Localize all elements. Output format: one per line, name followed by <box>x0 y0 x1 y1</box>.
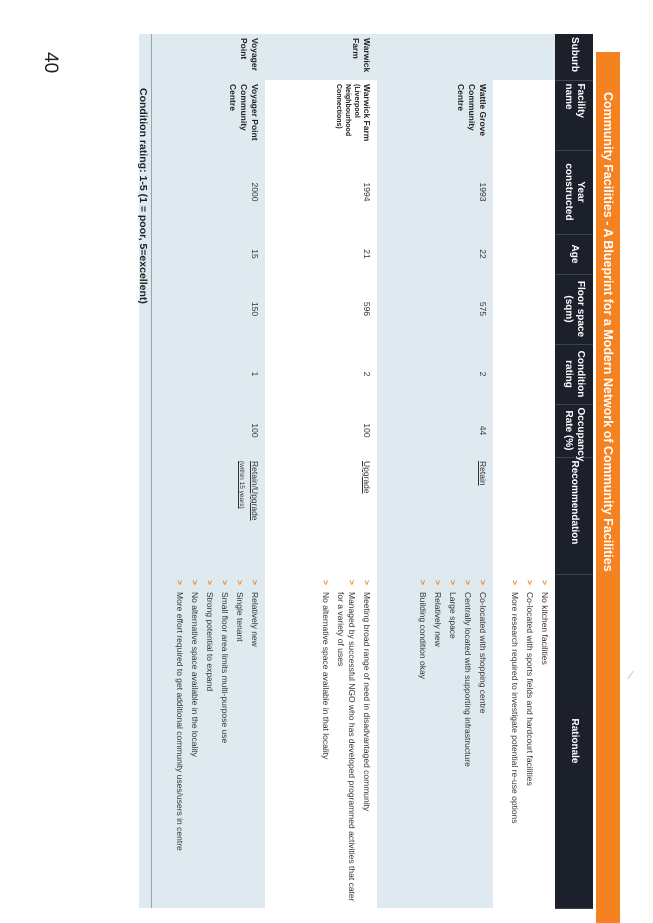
rationale-item: > Meeting broad range of need in disadvantaged community <box>361 578 372 904</box>
cell-year: 2000 <box>139 150 265 234</box>
facilities-table <box>139 34 593 909</box>
rationale-item: > Managed by successful NGO who has developed programmed activities that cater for a variety of uses <box>335 578 357 904</box>
header-age: Age <box>555 234 593 274</box>
rationale-list <box>320 578 372 904</box>
header-suburb: Suburb <box>555 34 593 80</box>
table-row <box>377 34 493 908</box>
header-recommendation: Recommendation <box>555 457 593 574</box>
rationale-list <box>417 578 488 904</box>
rationale-item: > Small floor area limits multi-purpose use <box>219 578 230 904</box>
cell-recommendation <box>377 457 493 574</box>
cell-age: 21 <box>265 234 377 274</box>
cell-age <box>493 234 555 274</box>
cell-condition <box>493 344 555 404</box>
cell-recommendation <box>139 457 265 574</box>
cell-suburb <box>493 34 555 80</box>
cell-rationale <box>377 574 493 908</box>
cell-recommendation <box>265 457 377 574</box>
rationale-list <box>509 578 550 904</box>
rationale-item: > No alternative space available in that locality <box>320 578 331 904</box>
cell-rationale <box>493 574 555 908</box>
rationale-item: > More effort required to get additional community uses/users in centre <box>174 578 185 904</box>
header-occupancy-rate: Occupancy Rate (%) <box>555 404 593 457</box>
rationale-item: > Relatively new <box>249 578 260 904</box>
table-row <box>265 34 377 908</box>
table-header-row <box>555 34 593 908</box>
cell-suburb: Warwick Farm <box>265 34 377 80</box>
rationale-item: > No alternative space available in the locality <box>189 578 200 904</box>
cell-rationale <box>139 574 265 908</box>
facility-name: Warwick Farm <box>362 84 372 142</box>
rationale-item: > Strong potential to expand <box>204 578 215 904</box>
cell-age: 15 <box>139 234 265 274</box>
cell-floor-space: 596 <box>265 274 377 344</box>
header-year-constructed: Year constructed <box>555 150 593 234</box>
rationale-item: > Relatively new <box>432 578 443 904</box>
cell-facility: Wattle Grove Community Centre <box>377 80 493 150</box>
cell-recommendation <box>493 457 555 574</box>
cell-suburb <box>377 34 493 80</box>
header-rationale: Rationale <box>555 574 593 908</box>
page-number: 40 <box>40 52 61 74</box>
cell-year: 1994 <box>265 150 377 234</box>
facility-note: (Liverpool Neighbourhood Connections) <box>335 84 360 137</box>
header-floor-space: Floor space (sqm) <box>555 274 593 344</box>
rationale-item: > Single tenant <box>234 578 245 904</box>
header-condition-rating: Condition rating <box>555 344 593 404</box>
recommendation-label: Upgrade <box>362 461 372 494</box>
cell-occupancy: 100 <box>265 404 377 457</box>
cell-occupancy: 100 <box>139 404 265 457</box>
page-title: Community Facilities - A Blueprint for a Modern Network of Community Facilities <box>601 92 615 572</box>
table-row <box>139 34 265 908</box>
cell-condition: 2 <box>265 344 377 404</box>
cell-year <box>493 150 555 234</box>
cell-rationale <box>265 574 377 908</box>
cell-occupancy <box>493 404 555 457</box>
rationale-item: > Co-located with shopping centre <box>477 578 488 904</box>
rationale-item: > More research required to investigate potential re-use options <box>509 578 520 904</box>
cell-floor-space: 575 <box>377 274 493 344</box>
cell-condition: 2 <box>377 344 493 404</box>
cell-year: 1993 <box>377 150 493 234</box>
rationale-item: > Building condition okay <box>417 578 428 904</box>
cell-floor-space <box>493 274 555 344</box>
cell-occupancy: 44 <box>377 404 493 457</box>
condition-rating-footnote: Condition rating: 1-5 (1 = poor, 5=excellent) <box>137 88 149 304</box>
rationale-list <box>174 578 260 904</box>
cell-floor-space: 150 <box>139 274 265 344</box>
cell-facility <box>265 80 377 150</box>
rationale-item: > Co-located with sports fields and hardcourt facilities <box>524 578 535 904</box>
header-facility-name: Facility name <box>555 80 593 150</box>
recommendation-note: (within 15 years) <box>238 461 245 509</box>
cell-suburb: Voyager Point <box>139 34 265 80</box>
recommendation-label: Retain/Upgrade <box>250 461 260 521</box>
table-bottom-rule <box>151 34 152 908</box>
recommendation-label: Retain <box>478 461 488 486</box>
decorative-line <box>627 671 634 680</box>
cell-facility: Voyager Point Community Centre <box>139 80 265 150</box>
cell-facility <box>493 80 555 150</box>
rationale-item: > Large space <box>447 578 458 904</box>
cell-age: 22 <box>377 234 493 274</box>
rationale-item: > Centrally located with supporting infrastructure <box>462 578 473 904</box>
rationale-item: > No kitchen facilities <box>539 578 550 904</box>
table-row <box>493 34 555 908</box>
cell-condition: 1 <box>139 344 265 404</box>
